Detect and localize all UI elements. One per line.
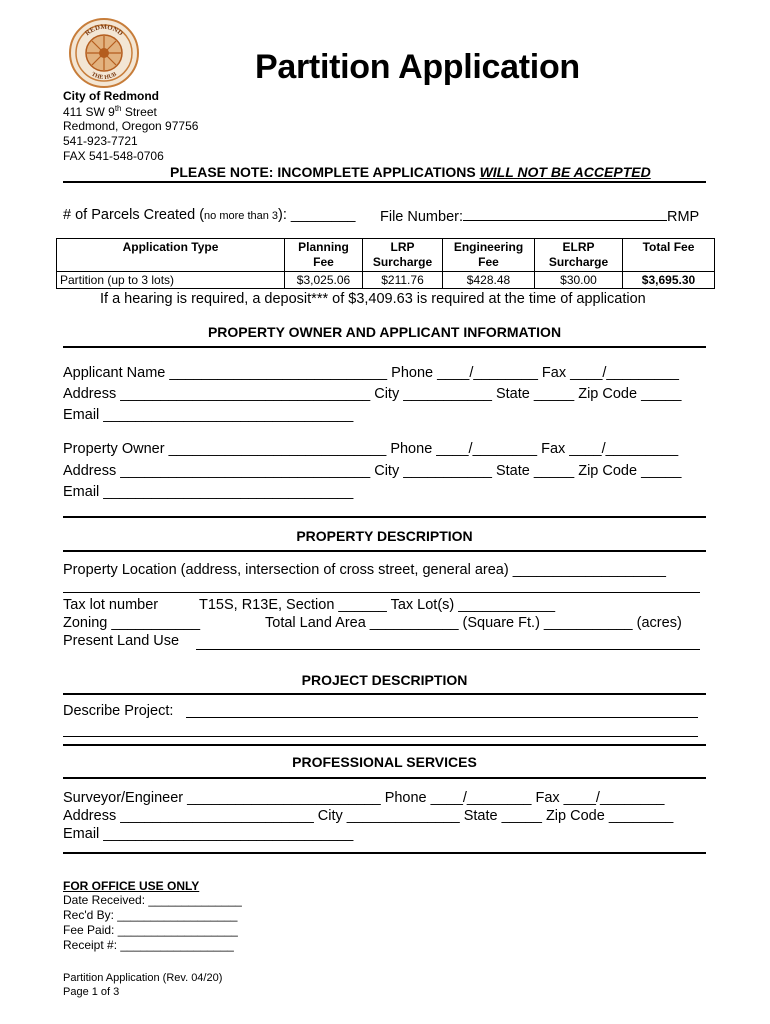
tax-lot-label: Tax lot number (63, 597, 159, 613)
logo-bottom-text: THE HUB (90, 71, 118, 82)
fee-paid-field[interactable]: Fee Paid: __________________ (63, 923, 238, 937)
property-location-extra-line[interactable] (63, 592, 700, 593)
office-use-heading: FOR OFFICE USE ONLY (63, 879, 200, 893)
property-section-divider (63, 550, 706, 552)
hearing-deposit-note: If a hearing is required, a deposit*** of $3,409.63 is required at the time of application (100, 291, 646, 307)
parcels-blank[interactable]: ): ________ (278, 207, 356, 223)
cell-total-fee: $3,695.30 (623, 272, 715, 289)
recd-by-field[interactable]: Rec'd By: __________________ (63, 908, 238, 922)
header-elrp-surcharge: ELRP Surcharge (535, 239, 623, 272)
city-seal-logo (68, 17, 140, 89)
header-application-type: Application Type (57, 239, 285, 272)
owner-name-line[interactable]: Property Owner ___________________________ Phone ____/________ Fax ____/_________ (63, 441, 679, 457)
city-street (63, 104, 157, 119)
tax-lot-fields[interactable]: T15S, R13E, Section ______ Tax Lot(s) ____________ (199, 597, 556, 613)
notice-prefix: PLEASE NOTE: INCOMPLETE APPLICATIONS (170, 164, 480, 180)
owner-section-divider (63, 346, 706, 348)
street-number: 411 SW 9 (63, 105, 115, 119)
services-bottom-divider (63, 852, 706, 854)
applicant-email-line[interactable]: Email _______________________________ (63, 407, 354, 423)
logo-top-text: REDMOND (83, 22, 125, 38)
file-number-line (380, 207, 699, 225)
street-name: Street (121, 105, 157, 119)
header-total-fee: Total Fee (623, 239, 715, 272)
parcels-line (63, 207, 355, 223)
footer-revision: Partition Application (Rev. 04/20) (63, 972, 223, 984)
owner-email-line[interactable]: Email _______________________________ (63, 484, 354, 500)
parcels-label: # of Parcels Created ( (63, 207, 205, 223)
services-section-divider (63, 777, 706, 779)
cell-engineering-fee: $428.48 (443, 272, 535, 289)
city-fax: FAX 541-548-0706 (63, 149, 164, 163)
property-location-line[interactable]: Property Location (address, intersection of cross street, general area) ___________________ (63, 562, 666, 578)
city-name: City of Redmond (63, 89, 159, 103)
present-land-use-field[interactable] (196, 649, 700, 650)
footer-page-number: Page 1 of 3 (63, 986, 120, 998)
table-row (57, 272, 715, 289)
header-lrp-surcharge: LRP Surcharge (363, 239, 443, 272)
describe-project-field[interactable] (186, 717, 698, 718)
owner-section-heading: PROPERTY OWNER AND APPLICANT INFORMATION (207, 324, 562, 340)
land-area-field[interactable]: Total Land Area ___________ (Square Ft.) ___________ (acres) (265, 615, 682, 631)
owner-bottom-divider (63, 516, 706, 518)
applicant-name-line[interactable]: Applicant Name ___________________________ Phone ____/________ Fax ____/_________ (63, 365, 679, 381)
surveyor-address-line[interactable]: Address ________________________ City ______________ State _____ Zip Code ________ (63, 808, 674, 824)
cell-application-type: Partition (up to 3 lots) (57, 272, 285, 289)
notice-divider (63, 181, 706, 183)
file-number-label: File Number: (380, 209, 463, 225)
property-section-heading: PROPERTY DESCRIPTION (296, 528, 473, 544)
present-land-use-label: Present Land Use (63, 633, 180, 649)
date-received-field[interactable]: Date Received: ______________ (63, 893, 242, 907)
cell-planning-fee: $3,025.06 (285, 272, 363, 289)
notice-emphasis: WILL NOT BE ACCEPTED (479, 164, 651, 180)
receipt-field[interactable]: Receipt #: _________________ (63, 938, 234, 952)
project-section-heading: PROJECT DESCRIPTION (301, 672, 468, 688)
owner-address-line[interactable]: Address _______________________________ City ___________ State _____ Zip Code _____ (63, 463, 682, 479)
fee-table (56, 238, 715, 289)
incomplete-notice (170, 164, 651, 180)
fee-table-header-row (57, 239, 715, 272)
cell-elrp-surcharge: $30.00 (535, 272, 623, 289)
describe-project-label: Describe Project: (63, 703, 174, 719)
file-number-field[interactable] (463, 207, 667, 221)
street-suffix: th (114, 104, 122, 113)
header-planning-fee: Planning Fee (285, 239, 363, 272)
parcels-limit: no more than 3 (204, 210, 279, 222)
city-phone: 541-923-7721 (63, 134, 138, 148)
project-bottom-divider (63, 744, 706, 746)
file-number-suffix: RMP (667, 209, 700, 225)
project-section-divider (63, 693, 706, 695)
city-line: Redmond, Oregon 97756 (63, 119, 199, 133)
zoning-field[interactable]: Zoning ___________ (63, 615, 201, 631)
page-title: Partition Application (255, 48, 580, 86)
surveyor-email-line[interactable]: Email _______________________________ (63, 826, 354, 842)
cell-lrp-surcharge: $211.76 (363, 272, 443, 289)
header-engineering-fee: Engineering Fee (443, 239, 535, 272)
applicant-address-line[interactable]: Address _______________________________ City ___________ State _____ Zip Code _____ (63, 386, 682, 402)
describe-project-field-2[interactable] (63, 736, 698, 737)
services-section-heading: PROFESSIONAL SERVICES (292, 754, 477, 770)
surveyor-line[interactable]: Surveyor/Engineer ________________________ Phone ____/________ Fax ____/________ (63, 790, 665, 806)
